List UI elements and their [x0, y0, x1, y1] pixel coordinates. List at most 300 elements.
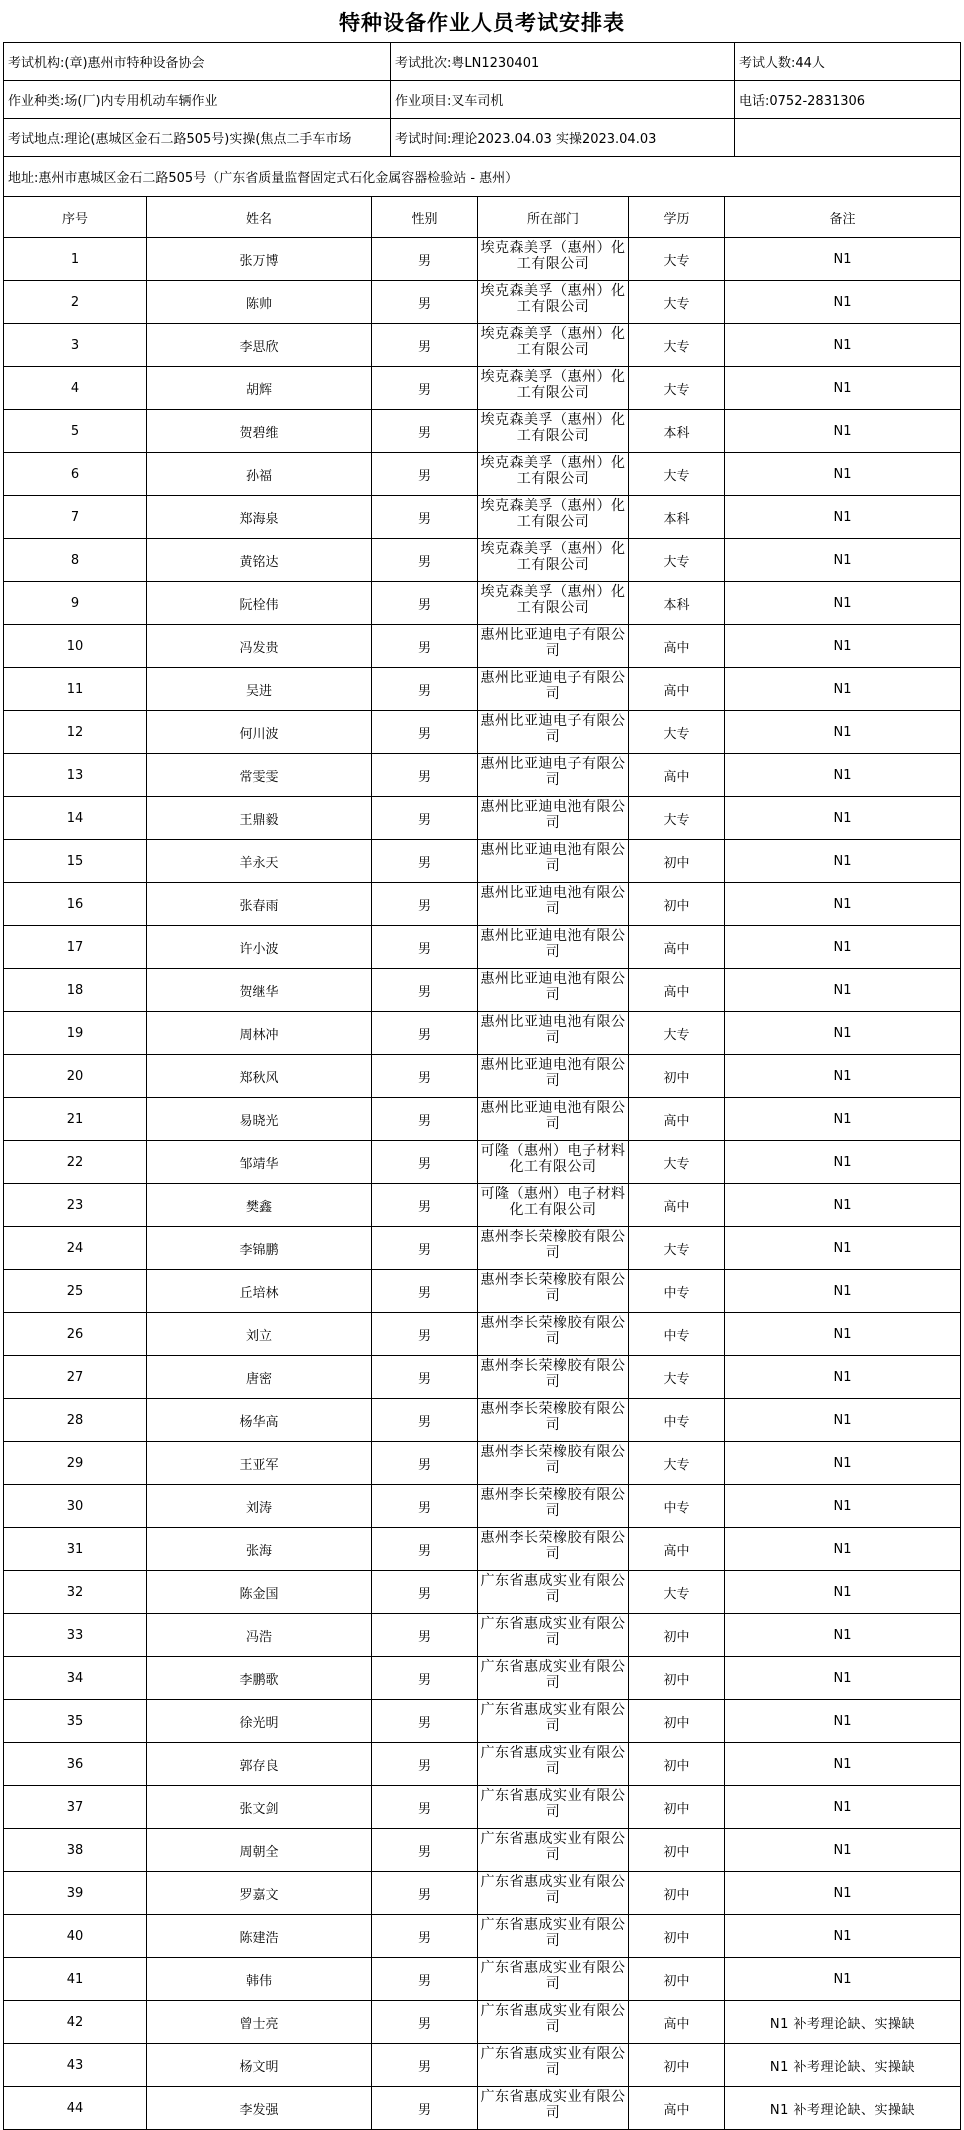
- row-name-cell: 周林冲: [147, 1012, 372, 1055]
- row-note-cell: N1: [725, 281, 961, 324]
- table-row: [4, 1012, 961, 1055]
- candidate-rows: [4, 238, 961, 2130]
- candidate-table: [3, 196, 961, 2130]
- row-name-cell: 孙福: [147, 453, 372, 496]
- row-dept-cell: 惠州比亚迪电子有限公司: [478, 754, 629, 797]
- row-gender-cell: 男: [372, 1829, 478, 1872]
- row-edu-cell: 大专: [629, 711, 725, 754]
- row-no-cell: 25: [4, 1270, 147, 1313]
- row-edu-cell: 初中: [629, 1657, 725, 1700]
- exam-address: 地址:惠州市惠城区金石二路505号（广东省质量监督固定式石化金属容器检验站 - 惠州）: [4, 157, 961, 197]
- row-dept-cell: 埃克森美孚（惠州）化工有限公司: [478, 582, 629, 625]
- row-edu-cell: 初中: [629, 2044, 725, 2087]
- table-row: [4, 453, 961, 496]
- table-row: [4, 324, 961, 367]
- row-edu-cell: 高中: [629, 2001, 725, 2044]
- row-no-cell: 44: [4, 2087, 147, 2130]
- row-no-cell: 18: [4, 969, 147, 1012]
- row-name-cell: 张春雨: [147, 883, 372, 926]
- row-note-cell: N1: [725, 324, 961, 367]
- table-row: [4, 1528, 961, 1571]
- row-dept-cell: 埃克森美孚（惠州）化工有限公司: [478, 324, 629, 367]
- row-note-cell: N1: [725, 840, 961, 883]
- row-no-cell: 27: [4, 1356, 147, 1399]
- row-dept-cell: 惠州李长荣橡胶有限公司: [478, 1227, 629, 1270]
- row-edu-cell: 初中: [629, 1786, 725, 1829]
- row-name-cell: 周朝全: [147, 1829, 372, 1872]
- row-no-cell: 22: [4, 1141, 147, 1184]
- row-gender-cell: 男: [372, 1915, 478, 1958]
- table-row: [4, 2044, 961, 2087]
- row-edu-cell: 大专: [629, 1356, 725, 1399]
- column-header-dept: 所在部门: [478, 197, 629, 238]
- row-name-cell: 冯发贵: [147, 625, 372, 668]
- row-edu-cell: 大专: [629, 539, 725, 582]
- row-name-cell: 韩伟: [147, 1958, 372, 2001]
- exam-count: 考试人数:44人: [735, 43, 961, 81]
- row-edu-cell: 初中: [629, 1743, 725, 1786]
- row-gender-cell: 男: [372, 1743, 478, 1786]
- row-gender-cell: 男: [372, 668, 478, 711]
- row-edu-cell: 高中: [629, 625, 725, 668]
- table-row: [4, 1227, 961, 1270]
- row-no-cell: 23: [4, 1184, 147, 1227]
- row-no-cell: 31: [4, 1528, 147, 1571]
- row-note-cell: N1: [725, 1915, 961, 1958]
- row-no-cell: 4: [4, 367, 147, 410]
- row-dept-cell: 埃克森美孚（惠州）化工有限公司: [478, 367, 629, 410]
- table-row: [4, 238, 961, 281]
- row-note-cell: N1: [725, 238, 961, 281]
- page-title: 特种设备作业人员考试安排表: [339, 10, 625, 35]
- table-row: [4, 1915, 961, 1958]
- table-row: [4, 1184, 961, 1227]
- table-row: [4, 1442, 961, 1485]
- table-row: [4, 1270, 961, 1313]
- row-name-cell: 郑海泉: [147, 496, 372, 539]
- row-name-cell: 易晓光: [147, 1098, 372, 1141]
- row-edu-cell: 中专: [629, 1313, 725, 1356]
- row-name-cell: 唐密: [147, 1356, 372, 1399]
- row-gender-cell: 男: [372, 1399, 478, 1442]
- row-gender-cell: 男: [372, 453, 478, 496]
- table-row: [4, 926, 961, 969]
- row-dept-cell: 广东省惠成实业有限公司: [478, 1829, 629, 1872]
- row-dept-cell: 广东省惠成实业有限公司: [478, 1958, 629, 2001]
- row-edu-cell: 大专: [629, 1571, 725, 1614]
- row-gender-cell: 男: [372, 1227, 478, 1270]
- row-note-cell: N1: [725, 754, 961, 797]
- row-dept-cell: 惠州李长荣橡胶有限公司: [478, 1270, 629, 1313]
- row-note-cell: N1: [725, 797, 961, 840]
- row-note-cell: N1 补考理论缺、实操缺: [725, 2087, 961, 2130]
- row-name-cell: 张文剑: [147, 1786, 372, 1829]
- row-gender-cell: 男: [372, 281, 478, 324]
- row-no-cell: 26: [4, 1313, 147, 1356]
- row-edu-cell: 本科: [629, 496, 725, 539]
- row-note-cell: N1: [725, 1184, 961, 1227]
- row-gender-cell: 男: [372, 2044, 478, 2087]
- row-dept-cell: 广东省惠成实业有限公司: [478, 1700, 629, 1743]
- table-row: [4, 1485, 961, 1528]
- row-gender-cell: 男: [372, 582, 478, 625]
- table-row: [4, 1657, 961, 1700]
- row-name-cell: 李锦鹏: [147, 1227, 372, 1270]
- row-no-cell: 28: [4, 1399, 147, 1442]
- exam-location: 考试地点:理论(惠城区金石二路505号)实操(焦点二手车市场: [4, 119, 391, 157]
- exam-batch: 考试批次:粤LN1230401: [391, 43, 735, 81]
- row-edu-cell: 中专: [629, 1399, 725, 1442]
- column-header-edu: 学历: [629, 197, 725, 238]
- row-no-cell: 30: [4, 1485, 147, 1528]
- row-name-cell: 陈金国: [147, 1571, 372, 1614]
- row-gender-cell: 男: [372, 1786, 478, 1829]
- row-no-cell: 1: [4, 238, 147, 281]
- row-note-cell: N1: [725, 1055, 961, 1098]
- row-no-cell: 14: [4, 797, 147, 840]
- row-no-cell: 6: [4, 453, 147, 496]
- row-note-cell: N1 补考理论缺、实操缺: [725, 2001, 961, 2044]
- row-dept-cell: 埃克森美孚（惠州）化工有限公司: [478, 539, 629, 582]
- row-name-cell: 许小波: [147, 926, 372, 969]
- row-no-cell: 20: [4, 1055, 147, 1098]
- row-edu-cell: 初中: [629, 1700, 725, 1743]
- row-name-cell: 王亚军: [147, 1442, 372, 1485]
- work-category: 作业种类:场(厂)内专用机动车辆作业: [4, 81, 391, 119]
- row-dept-cell: 广东省惠成实业有限公司: [478, 1657, 629, 1700]
- table-row: [4, 1571, 961, 1614]
- row-edu-cell: 本科: [629, 582, 725, 625]
- table-row: [4, 883, 961, 926]
- row-dept-cell: 广东省惠成实业有限公司: [478, 1743, 629, 1786]
- table-row: [4, 582, 961, 625]
- row-dept-cell: 埃克森美孚（惠州）化工有限公司: [478, 496, 629, 539]
- row-no-cell: 2: [4, 281, 147, 324]
- row-no-cell: 41: [4, 1958, 147, 2001]
- table-row: [4, 1399, 961, 1442]
- table-row: [4, 2087, 961, 2130]
- row-gender-cell: 男: [372, 840, 478, 883]
- column-header-gender: 性别: [372, 197, 478, 238]
- row-edu-cell: 大专: [629, 453, 725, 496]
- row-edu-cell: 高中: [629, 926, 725, 969]
- table-row: [4, 1356, 961, 1399]
- row-name-cell: 李鹏歌: [147, 1657, 372, 1700]
- row-gender-cell: 男: [372, 1184, 478, 1227]
- row-note-cell: N1: [725, 1872, 961, 1915]
- row-gender-cell: 男: [372, 883, 478, 926]
- row-no-cell: 35: [4, 1700, 147, 1743]
- row-dept-cell: 广东省惠成实业有限公司: [478, 2087, 629, 2130]
- row-note-cell: N1: [725, 1786, 961, 1829]
- row-edu-cell: 高中: [629, 1098, 725, 1141]
- row-note-cell: N1: [725, 1442, 961, 1485]
- row-dept-cell: 可隆（惠州）电子材料化工有限公司: [478, 1141, 629, 1184]
- row-gender-cell: 男: [372, 496, 478, 539]
- row-name-cell: 郭存良: [147, 1743, 372, 1786]
- row-gender-cell: 男: [372, 1442, 478, 1485]
- row-edu-cell: 初中: [629, 1872, 725, 1915]
- row-name-cell: 张万博: [147, 238, 372, 281]
- row-no-cell: 37: [4, 1786, 147, 1829]
- table-row: [4, 1829, 961, 1872]
- row-name-cell: 邹靖华: [147, 1141, 372, 1184]
- row-gender-cell: 男: [372, 1270, 478, 1313]
- row-note-cell: N1: [725, 1571, 961, 1614]
- row-gender-cell: 男: [372, 754, 478, 797]
- row-edu-cell: 高中: [629, 668, 725, 711]
- row-gender-cell: 男: [372, 2087, 478, 2130]
- work-item: 作业项目:叉车司机: [391, 81, 735, 119]
- row-gender-cell: 男: [372, 1528, 478, 1571]
- table-row: [4, 668, 961, 711]
- row-note-cell: N1: [725, 625, 961, 668]
- row-no-cell: 9: [4, 582, 147, 625]
- row-dept-cell: 广东省惠成实业有限公司: [478, 2044, 629, 2087]
- row-gender-cell: 男: [372, 1012, 478, 1055]
- row-note-cell: N1: [725, 1700, 961, 1743]
- table-row: [4, 1700, 961, 1743]
- row-no-cell: 7: [4, 496, 147, 539]
- row-name-cell: 罗嘉文: [147, 1872, 372, 1915]
- row-no-cell: 16: [4, 883, 147, 926]
- row-note-cell: N1: [725, 1528, 961, 1571]
- row-note-cell: N1: [725, 1313, 961, 1356]
- row-note-cell: N1: [725, 1485, 961, 1528]
- row-no-cell: 11: [4, 668, 147, 711]
- table-row: [4, 539, 961, 582]
- row-no-cell: 33: [4, 1614, 147, 1657]
- row-gender-cell: 男: [372, 1485, 478, 1528]
- row-edu-cell: 初中: [629, 1915, 725, 1958]
- row-name-cell: 黄铭达: [147, 539, 372, 582]
- row-edu-cell: 初中: [629, 883, 725, 926]
- row-gender-cell: 男: [372, 1055, 478, 1098]
- row-edu-cell: 大专: [629, 238, 725, 281]
- row-edu-cell: 初中: [629, 1614, 725, 1657]
- row-edu-cell: 大专: [629, 797, 725, 840]
- table-row: [4, 1786, 961, 1829]
- row-dept-cell: 可隆（惠州）电子材料化工有限公司: [478, 1184, 629, 1227]
- table-row: [4, 1055, 961, 1098]
- row-note-cell: N1: [725, 1098, 961, 1141]
- row-edu-cell: 高中: [629, 754, 725, 797]
- row-edu-cell: 大专: [629, 1227, 725, 1270]
- row-name-cell: 冯浩: [147, 1614, 372, 1657]
- row-note-cell: N1: [725, 367, 961, 410]
- row-dept-cell: 惠州比亚迪电池有限公司: [478, 1012, 629, 1055]
- row-no-cell: 43: [4, 2044, 147, 2087]
- row-name-cell: 张海: [147, 1528, 372, 1571]
- row-edu-cell: 高中: [629, 1184, 725, 1227]
- table-row: [4, 2001, 961, 2044]
- row-note-cell: N1: [725, 1958, 961, 2001]
- row-dept-cell: 埃克森美孚（惠州）化工有限公司: [478, 453, 629, 496]
- row-edu-cell: 中专: [629, 1270, 725, 1313]
- table-row: [4, 410, 961, 453]
- row-note-cell: N1: [725, 410, 961, 453]
- row-dept-cell: 惠州比亚迪电池有限公司: [478, 1055, 629, 1098]
- row-name-cell: 曾士亮: [147, 2001, 372, 2044]
- table-row: [4, 797, 961, 840]
- row-name-cell: 樊鑫: [147, 1184, 372, 1227]
- row-name-cell: 丘培林: [147, 1270, 372, 1313]
- table-row: [4, 1743, 961, 1786]
- row-gender-cell: 男: [372, 625, 478, 668]
- row-no-cell: 34: [4, 1657, 147, 1700]
- row-edu-cell: 大专: [629, 281, 725, 324]
- row-name-cell: 徐光明: [147, 1700, 372, 1743]
- row-edu-cell: 高中: [629, 969, 725, 1012]
- exam-org: 考试机构:(章)惠州市特种设备协会: [4, 43, 391, 81]
- table-row: [4, 711, 961, 754]
- row-gender-cell: 男: [372, 1098, 478, 1141]
- row-dept-cell: 广东省惠成实业有限公司: [478, 2001, 629, 2044]
- row-name-cell: 杨文明: [147, 2044, 372, 2087]
- row-edu-cell: 初中: [629, 1055, 725, 1098]
- contact-phone: 电话:0752-2831306: [735, 81, 961, 119]
- row-name-cell: 贺继华: [147, 969, 372, 1012]
- row-gender-cell: 男: [372, 1700, 478, 1743]
- table-row: [4, 367, 961, 410]
- row-dept-cell: 惠州李长荣橡胶有限公司: [478, 1528, 629, 1571]
- row-gender-cell: 男: [372, 1571, 478, 1614]
- column-header-note: 备注: [725, 197, 961, 238]
- row-gender-cell: 男: [372, 1872, 478, 1915]
- row-note-cell: N1: [725, 496, 961, 539]
- table-row: [4, 281, 961, 324]
- row-name-cell: 李思欣: [147, 324, 372, 367]
- row-no-cell: 32: [4, 1571, 147, 1614]
- row-note-cell: N1: [725, 969, 961, 1012]
- row-gender-cell: 男: [372, 2001, 478, 2044]
- row-no-cell: 36: [4, 1743, 147, 1786]
- row-gender-cell: 男: [372, 367, 478, 410]
- row-no-cell: 5: [4, 410, 147, 453]
- row-note-cell: N1: [725, 1012, 961, 1055]
- row-dept-cell: 惠州李长荣橡胶有限公司: [478, 1356, 629, 1399]
- row-no-cell: 38: [4, 1829, 147, 1872]
- row-no-cell: 15: [4, 840, 147, 883]
- row-name-cell: 吴进: [147, 668, 372, 711]
- row-note-cell: N1: [725, 1829, 961, 1872]
- column-header-row: [4, 197, 961, 238]
- row-note-cell: N1: [725, 1743, 961, 1786]
- row-name-cell: 羊永天: [147, 840, 372, 883]
- row-edu-cell: 大专: [629, 1141, 725, 1184]
- row-dept-cell: 惠州比亚迪电子有限公司: [478, 668, 629, 711]
- row-no-cell: 29: [4, 1442, 147, 1485]
- row-edu-cell: 本科: [629, 410, 725, 453]
- row-note-cell: N1: [725, 926, 961, 969]
- row-gender-cell: 男: [372, 711, 478, 754]
- row-dept-cell: 惠州李长荣橡胶有限公司: [478, 1399, 629, 1442]
- blank-cell: [735, 119, 961, 157]
- row-gender-cell: 男: [372, 1657, 478, 1700]
- row-note-cell: N1: [725, 1356, 961, 1399]
- table-row: [4, 840, 961, 883]
- row-no-cell: 19: [4, 1012, 147, 1055]
- row-note-cell: N1: [725, 1399, 961, 1442]
- row-note-cell: N1: [725, 1657, 961, 1700]
- row-gender-cell: 男: [372, 1313, 478, 1356]
- table-row: [4, 496, 961, 539]
- table-row: [4, 1313, 961, 1356]
- row-dept-cell: 惠州李长荣橡胶有限公司: [478, 1442, 629, 1485]
- row-note-cell: N1 补考理论缺、实操缺: [725, 2044, 961, 2087]
- row-dept-cell: 埃克森美孚（惠州）化工有限公司: [478, 238, 629, 281]
- row-dept-cell: 广东省惠成实业有限公司: [478, 1786, 629, 1829]
- row-edu-cell: 高中: [629, 2087, 725, 2130]
- column-header-name: 姓名: [147, 197, 372, 238]
- row-edu-cell: 高中: [629, 1528, 725, 1571]
- row-name-cell: 常雯雯: [147, 754, 372, 797]
- row-note-cell: N1: [725, 668, 961, 711]
- row-dept-cell: 广东省惠成实业有限公司: [478, 1614, 629, 1657]
- row-gender-cell: 男: [372, 1958, 478, 2001]
- row-no-cell: 12: [4, 711, 147, 754]
- row-dept-cell: 广东省惠成实业有限公司: [478, 1872, 629, 1915]
- row-dept-cell: 惠州比亚迪电池有限公司: [478, 969, 629, 1012]
- exam-info-table: [3, 42, 961, 197]
- row-dept-cell: 埃克森美孚（惠州）化工有限公司: [478, 281, 629, 324]
- row-dept-cell: 惠州比亚迪电池有限公司: [478, 1098, 629, 1141]
- row-dept-cell: 埃克森美孚（惠州）化工有限公司: [478, 410, 629, 453]
- row-name-cell: 郑秋风: [147, 1055, 372, 1098]
- row-gender-cell: 男: [372, 926, 478, 969]
- row-note-cell: N1: [725, 1141, 961, 1184]
- row-edu-cell: 初中: [629, 1958, 725, 2001]
- row-gender-cell: 男: [372, 238, 478, 281]
- row-note-cell: N1: [725, 453, 961, 496]
- row-note-cell: N1: [725, 711, 961, 754]
- table-row: [4, 754, 961, 797]
- row-name-cell: 刘涛: [147, 1485, 372, 1528]
- row-name-cell: 刘立: [147, 1313, 372, 1356]
- table-row: [4, 1872, 961, 1915]
- row-no-cell: 39: [4, 1872, 147, 1915]
- row-edu-cell: 初中: [629, 840, 725, 883]
- row-name-cell: 陈帅: [147, 281, 372, 324]
- row-no-cell: 24: [4, 1227, 147, 1270]
- row-name-cell: 陈建浩: [147, 1915, 372, 1958]
- exam-schedule-sheet: [3, 42, 960, 2130]
- row-edu-cell: 初中: [629, 1829, 725, 1872]
- row-name-cell: 杨华高: [147, 1399, 372, 1442]
- row-name-cell: 贺碧维: [147, 410, 372, 453]
- row-gender-cell: 男: [372, 1356, 478, 1399]
- row-no-cell: 21: [4, 1098, 147, 1141]
- row-gender-cell: 男: [372, 410, 478, 453]
- row-dept-cell: 广东省惠成实业有限公司: [478, 1915, 629, 1958]
- row-note-cell: N1: [725, 1270, 961, 1313]
- row-dept-cell: 惠州比亚迪电池有限公司: [478, 797, 629, 840]
- row-name-cell: 阮栓伟: [147, 582, 372, 625]
- row-edu-cell: 大专: [629, 1442, 725, 1485]
- row-name-cell: 王鼎毅: [147, 797, 372, 840]
- row-gender-cell: 男: [372, 539, 478, 582]
- row-gender-cell: 男: [372, 1141, 478, 1184]
- row-edu-cell: 中专: [629, 1485, 725, 1528]
- row-no-cell: 8: [4, 539, 147, 582]
- row-no-cell: 42: [4, 2001, 147, 2044]
- table-row: [4, 1141, 961, 1184]
- column-header-no: 序号: [4, 197, 147, 238]
- row-note-cell: N1: [725, 539, 961, 582]
- row-dept-cell: 惠州比亚迪电池有限公司: [478, 883, 629, 926]
- table-row: [4, 1098, 961, 1141]
- table-row: [4, 969, 961, 1012]
